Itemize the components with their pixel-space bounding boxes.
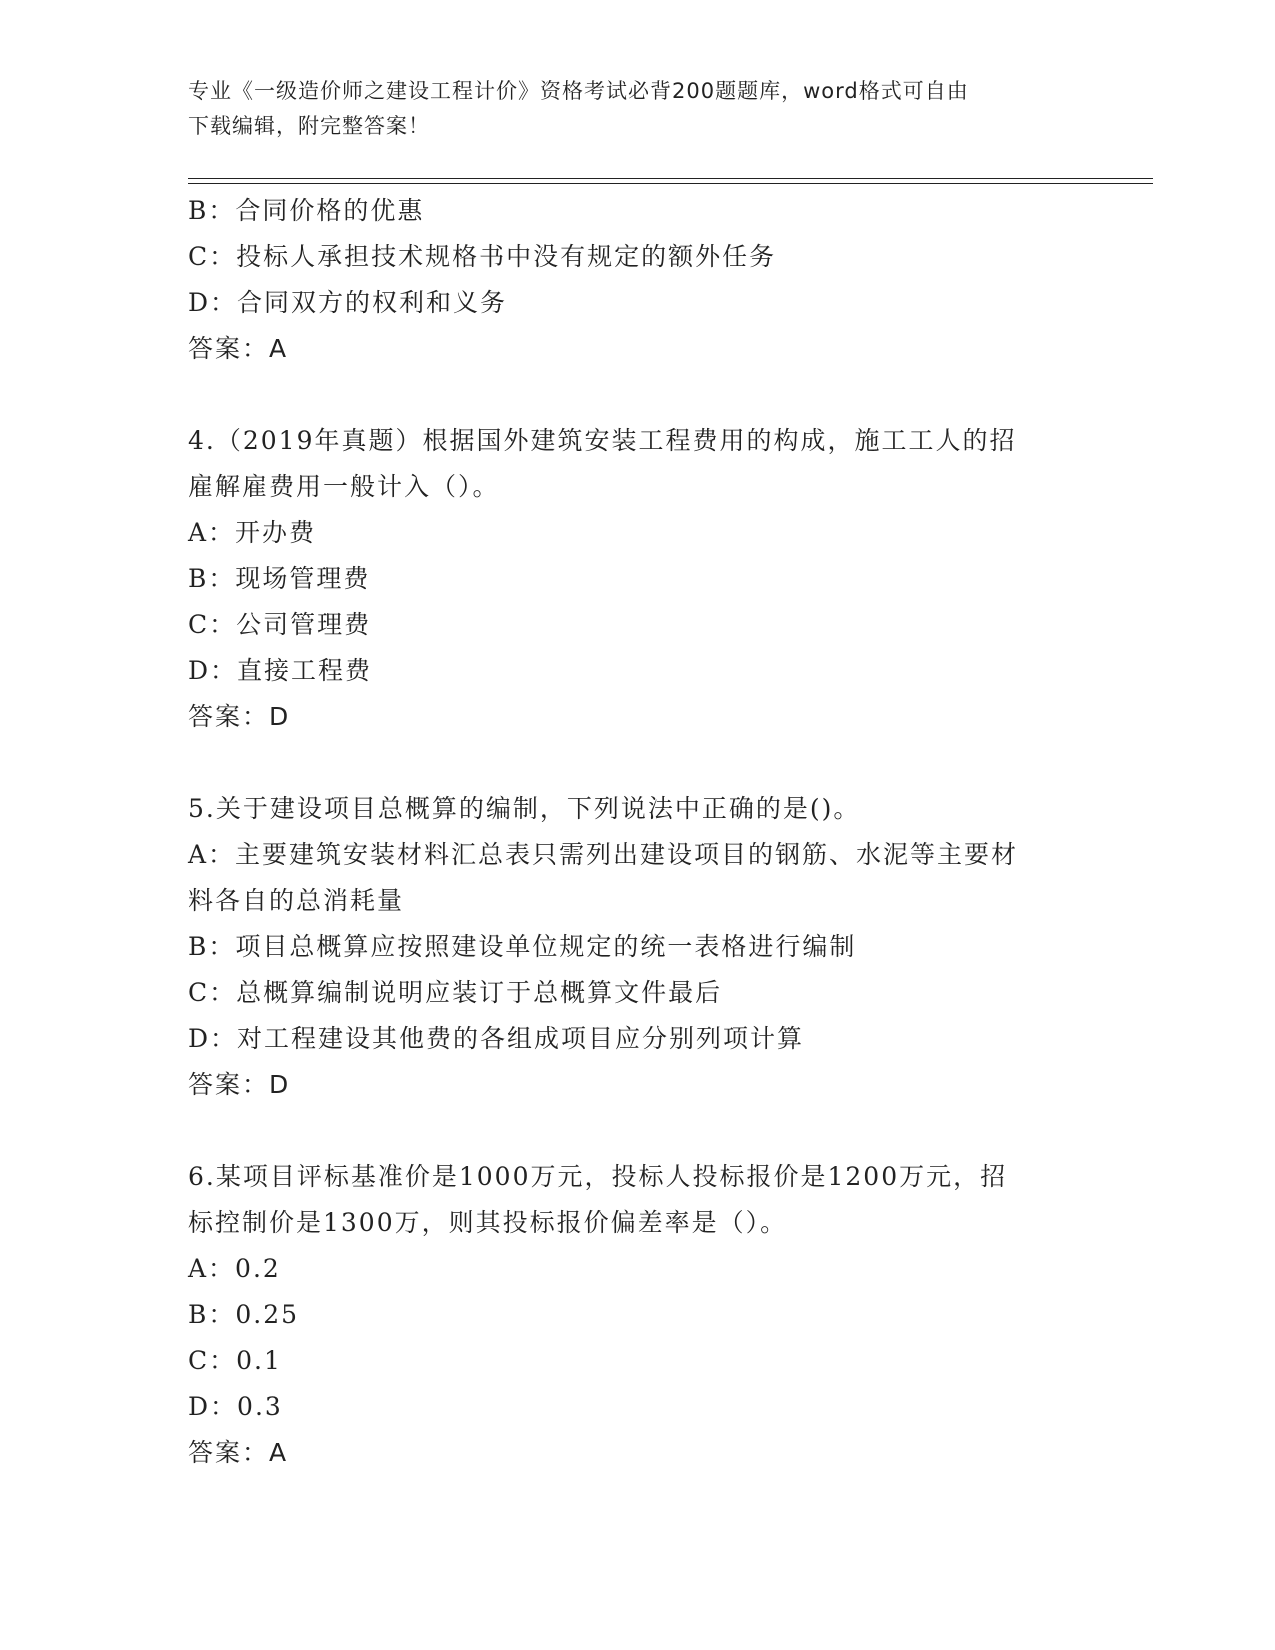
question-3 [188,188,1078,372]
question-6 [188,1154,1078,1476]
option-b: B：0.25 [188,1300,300,1329]
option-c: C：总概算编制说明应装订于总概算文件最后 [188,978,723,1007]
question-4 [188,418,1078,740]
question-stem: 5.关于建设项目总概算的编制，下列说法中正确的是()。 [188,794,861,823]
option-d: D：直接工程费 [188,656,373,685]
question-stem-continued: 雇解雇费用一般计入（）。 [188,472,500,501]
option-d: D：0.3 [188,1392,283,1421]
option-b: B：现场管理费 [188,564,371,593]
document-header [188,74,1068,144]
option-b: B：合同价格的优惠 [188,196,425,225]
option-a: A：主要建筑安装材料汇总表只需列出建设项目的钢筋、水泥等主要材 [188,840,1019,869]
answer: 答案：A [188,1438,289,1467]
question-list [188,188,1078,1476]
header-line-1: 专业《一级造价师之建设工程计价》资格考试必背200题题库，word格式可自由 [188,79,969,103]
header-divider-bottom [188,183,1153,184]
option-a: A：开办费 [188,518,317,547]
option-c: C：投标人承担技术规格书中没有规定的额外任务 [188,242,777,271]
answer: 答案：D [188,1070,291,1099]
question-stem: 4.（2019年真题）根据国外建筑安装工程费用的构成，施工工人的招 [188,426,1017,455]
header-divider-top [188,178,1153,179]
option-d: D：合同双方的权利和义务 [188,288,508,317]
option-a-continued: 料各自的总消耗量 [188,886,405,915]
option-c: C：0.1 [188,1346,282,1375]
answer: 答案：A [188,334,289,363]
option-c: C：公司管理费 [188,610,372,639]
question-stem-continued: 标控制价是1300万，则其投标报价偏差率是（）。 [188,1208,788,1237]
option-a: A：0.2 [188,1254,281,1283]
answer: 答案：D [188,702,291,731]
option-d: D：对工程建设其他费的各组成项目应分别列项计算 [188,1024,805,1053]
question-5 [188,786,1078,1108]
header-line-2: 下载编辑，附完整答案！ [188,114,430,138]
option-b: B：项目总概算应按照建设单位规定的统一表格进行编制 [188,932,857,961]
question-stem: 6.某项目评标基准价是1000万元，投标人投标报价是1200万元，招 [188,1162,1008,1191]
